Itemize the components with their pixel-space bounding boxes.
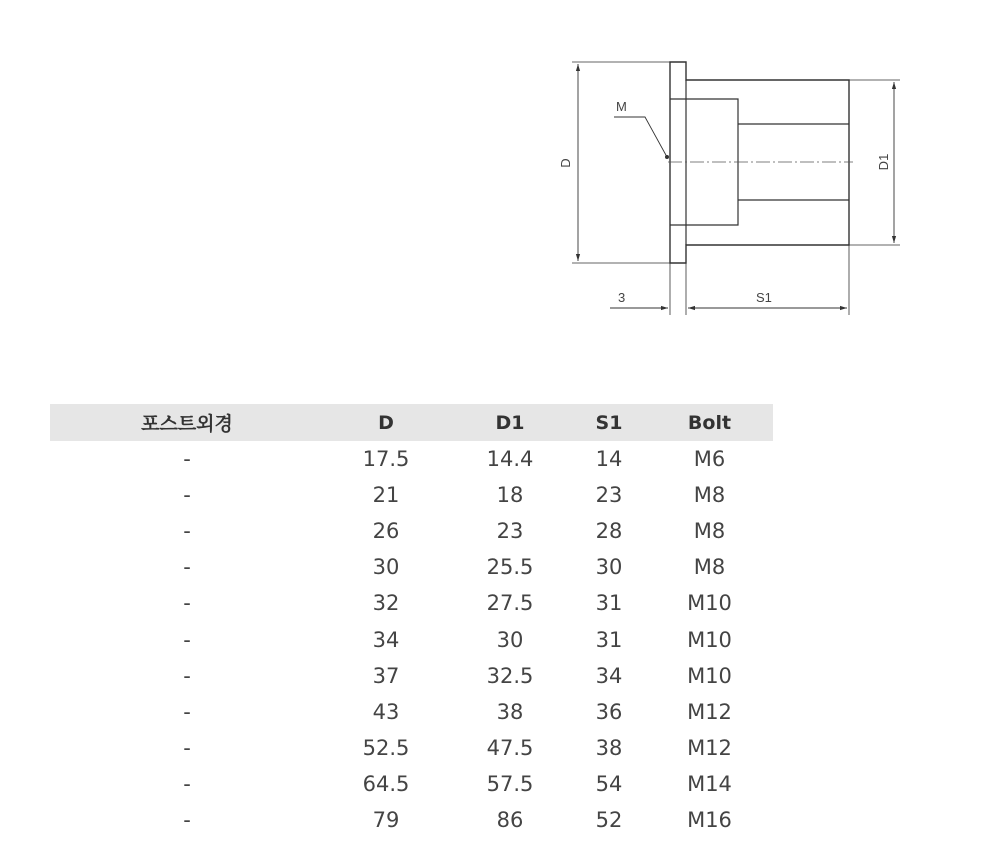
- cell-s1: 30: [595, 555, 623, 580]
- cell-bolt: M6: [693, 447, 726, 472]
- cell-bolt: M12: [687, 735, 732, 760]
- cell-d: 37: [372, 663, 400, 688]
- cell-bolt: M8: [693, 483, 726, 508]
- cell-post-diameter: -: [183, 663, 191, 688]
- cell-d1: 23: [496, 519, 524, 544]
- table-row: [50, 802, 773, 838]
- cell-d: 17.5: [362, 447, 410, 472]
- cell-d: 21: [372, 483, 400, 508]
- cell-s1: 38: [595, 735, 623, 760]
- cell-post-diameter: -: [183, 699, 191, 724]
- technical-drawing: [0, 0, 1000, 380]
- cell-post-diameter: -: [183, 735, 191, 760]
- cell-d: 64.5: [362, 771, 410, 796]
- cell-bolt: M8: [693, 555, 726, 580]
- d-label: D: [558, 158, 573, 168]
- table-row: [50, 513, 773, 549]
- m-leader-line: [614, 117, 667, 157]
- m-label: M: [616, 99, 627, 114]
- cell-bolt: M16: [687, 807, 732, 832]
- cell-s1: 36: [595, 699, 623, 724]
- cell-s1: 52: [595, 807, 623, 832]
- header-d1: D1: [448, 404, 572, 441]
- table-row: [50, 477, 773, 513]
- table-header-row: [50, 404, 773, 441]
- cell-d: 26: [372, 519, 400, 544]
- cell-d: 30: [372, 555, 400, 580]
- cell-post-diameter: -: [183, 771, 191, 796]
- cell-d: 52.5: [362, 735, 410, 760]
- header-s1: S1: [572, 404, 646, 441]
- cell-bolt: M12: [687, 699, 732, 724]
- cell-post-diameter: -: [183, 519, 191, 544]
- header-bolt: Bolt: [646, 404, 773, 441]
- cell-post-diameter: -: [183, 591, 191, 616]
- header-d: D: [324, 404, 448, 441]
- cell-d1: 14.4: [486, 447, 534, 472]
- cell-s1: 28: [595, 519, 623, 544]
- cell-s1: 54: [595, 771, 623, 796]
- s1-label: S1: [756, 290, 772, 305]
- cell-d: 32: [372, 591, 400, 616]
- cell-d: 43: [372, 699, 400, 724]
- cell-bolt: M10: [687, 591, 732, 616]
- cell-s1: 31: [595, 627, 623, 652]
- cell-d1: 27.5: [486, 591, 534, 616]
- table-row: [50, 730, 773, 766]
- table-row: [50, 766, 773, 802]
- cell-d1: 86: [496, 807, 524, 832]
- part-outline: [670, 62, 849, 263]
- cell-d1: 30: [496, 627, 524, 652]
- cell-post-diameter: -: [183, 483, 191, 508]
- table-row: [50, 585, 773, 621]
- cell-bolt: M10: [687, 663, 732, 688]
- table-row: [50, 621, 773, 657]
- cell-bolt: M14: [687, 771, 732, 796]
- header-post-diameter: 포스트외경: [50, 404, 324, 441]
- cell-d1: 32.5: [486, 663, 534, 688]
- cell-d1: 57.5: [486, 771, 534, 796]
- cell-post-diameter: -: [183, 807, 191, 832]
- d1-label: D1: [876, 153, 891, 171]
- spec-table: [50, 404, 773, 838]
- cell-d: 34: [372, 627, 400, 652]
- cell-s1: 23: [595, 483, 623, 508]
- table-row: [50, 549, 773, 585]
- cell-d: 79: [372, 807, 400, 832]
- cell-d1: 38: [496, 699, 524, 724]
- cell-d1: 47.5: [486, 735, 534, 760]
- flange-thickness-label: 3: [618, 290, 626, 305]
- cell-s1: 14: [595, 447, 623, 472]
- table-row: [50, 694, 773, 730]
- cell-post-diameter: -: [183, 627, 191, 652]
- table-row: [50, 658, 773, 694]
- cell-post-diameter: -: [183, 447, 191, 472]
- cell-post-diameter: -: [183, 555, 191, 580]
- table-row: [50, 441, 773, 477]
- cell-d1: 25.5: [486, 555, 534, 580]
- cell-d1: 18: [496, 483, 524, 508]
- cell-s1: 31: [595, 591, 623, 616]
- table-body: [50, 441, 773, 838]
- cell-s1: 34: [595, 663, 623, 688]
- m-leader-dot: [665, 155, 669, 159]
- cell-bolt: M8: [693, 519, 726, 544]
- cell-bolt: M10: [687, 627, 732, 652]
